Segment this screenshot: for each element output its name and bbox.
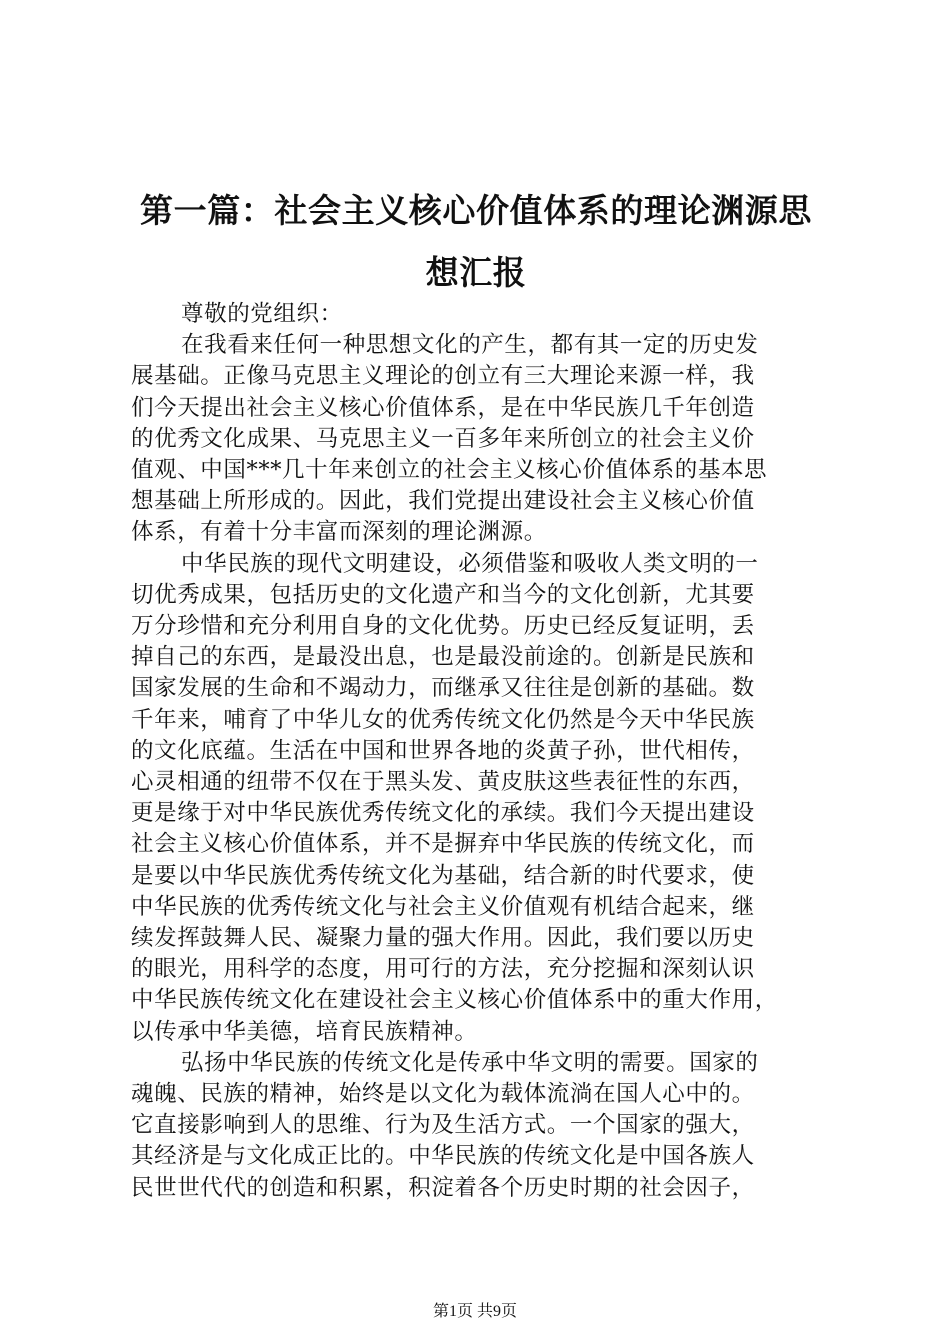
paragraph-line: 更是缘于对中华民族优秀传统文化的承续。我们今天提出建设 <box>131 800 755 827</box>
paragraph-line: 万分珍惜和充分利用自身的文化优势。历史已经反复证明，丢 <box>131 613 755 640</box>
paragraph-line: 中华民族的优秀传统文化与社会主义价值观有机结合起来，继 <box>131 893 755 920</box>
paragraph-line: 民世世代代的创造和积累，积淀着各个历史时期的社会因子， <box>131 1174 755 1201</box>
paragraph-line: 以传承中华美德，培育民族精神。 <box>131 1018 478 1045</box>
paragraph-line: 社会主义核心价值体系，并不是摒弃中华民族的传统文化，而 <box>131 831 755 858</box>
paragraph-line: 魂魄、民族的精神，始终是以文化为载体流淌在国人心中的。 <box>131 1081 755 1108</box>
paragraph-line: 体系，有着十分丰富而深刻的理论渊源。 <box>131 519 547 546</box>
paragraph-line: 弘扬中华民族的传统文化是传承中华文明的需要。国家的 <box>181 1049 759 1076</box>
paragraph-line: 中华民族的现代文明建设，必须借鉴和吸收人类文明的一 <box>181 550 759 577</box>
paragraph-line: 国家发展的生命和不竭动力，而继承又往往是创新的基础。数 <box>131 675 755 702</box>
paragraph-line: 掉自己的东西，是最没出息，也是最没前途的。创新是民族和 <box>131 644 755 671</box>
paragraph-line: 千年来，哺育了中华儿女的优秀传统文化仍然是今天中华民族 <box>131 706 755 733</box>
paragraph-line: 展基础。正像马克思主义理论的创立有三大理论来源一样，我 <box>131 363 755 390</box>
paragraph-line: 在我看来任何一种思想文化的产生，都有其一定的历史发 <box>181 332 759 359</box>
paragraph-line: 是要以中华民族优秀传统文化为基础，结合新的时代要求，使 <box>131 862 755 889</box>
salutation: 尊敬的党组织： <box>181 301 343 327</box>
document-title <box>120 180 832 304</box>
paragraph-line: 的优秀文化成果、马克思主义一百多年来所创立的社会主义价 <box>131 425 755 452</box>
paragraph-line: 的眼光，用科学的态度，用可行的方法，充分挖掘和深刻认识 <box>131 956 755 983</box>
paragraph-line: 续发挥鼓舞人民、凝聚力量的强大作用。因此，我们要以历史 <box>131 925 755 952</box>
paragraph-line: 它直接影响到人的思维、行为及生活方式。一个国家的强大， <box>131 1112 755 1139</box>
paragraph-line: 的文化底蕴。生活在中国和世界各地的炎黄子孙，世代相传， <box>131 737 755 764</box>
paragraph-line: 想基础上所形成的。因此，我们党提出建设社会主义核心价值 <box>131 488 755 515</box>
paragraph-line: 值观、中国***几十年来创立的社会主义核心价值体系的基本思 <box>131 457 768 484</box>
paragraph-line: 心灵相通的纽带不仅在于黑头发、黄皮肤这些表征性的东西， <box>131 769 755 796</box>
paragraph-line: 们今天提出社会主义核心价值体系，是在中华民族几千年创造 <box>131 394 755 421</box>
page-footer: 第1页 共9页 <box>432 1303 517 1320</box>
title-line: 想汇报 <box>425 253 527 292</box>
paragraph-line: 中华民族传统文化在建设社会主义核心价值体系中的重大作用， <box>131 987 778 1014</box>
title-line: 第一篇：社会主义核心价值体系的理论渊源思 <box>140 191 812 230</box>
document-body <box>131 299 831 1204</box>
paragraph-line: 其经济是与文化成正比的。中华民族的传统文化是中国各族人 <box>131 1143 755 1170</box>
paragraph-line: 切优秀成果，包括历史的文化遗产和当今的文化创新，尤其要 <box>131 581 755 608</box>
